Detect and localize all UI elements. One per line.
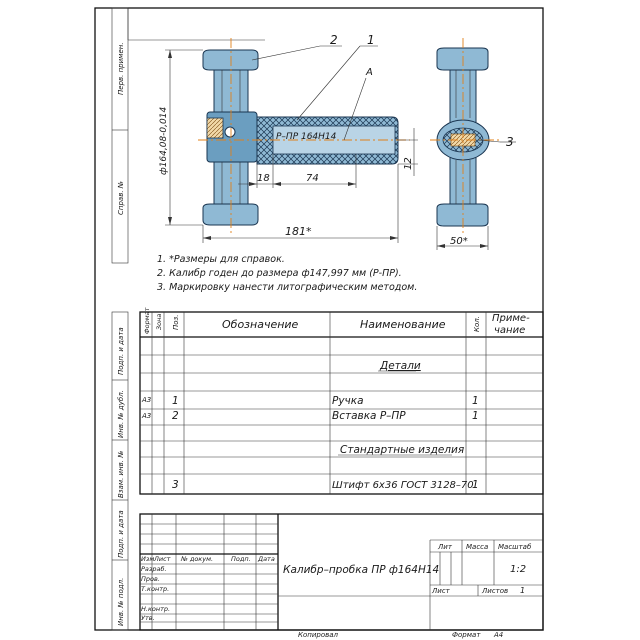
stamp-podp-data-1: Подп. и дата (117, 327, 125, 375)
hdr-note-1: Приме- (492, 313, 530, 324)
tb-col-podp: Подп. (231, 555, 251, 563)
tb-lit: Лит (438, 543, 452, 551)
row-3-qty: 1 (472, 479, 479, 491)
stamp-podp-data-2: Подп. и дата (117, 510, 125, 558)
dim-diameter: ф164,08-0,014 (159, 106, 169, 175)
stamp-sprav: Справ. № (117, 180, 125, 215)
note-3: 3. Маркировку нанести литографическим методом. (157, 282, 418, 293)
view-label-a: А (366, 67, 373, 78)
dim-181: 181* (285, 225, 312, 238)
tb-col-izm: Изм (141, 555, 155, 563)
dim-50: 50* (450, 236, 468, 247)
hdr-designation: Обозначение (222, 318, 299, 331)
row-1-qty: 1 (472, 395, 479, 407)
section-details: Детали (380, 360, 421, 372)
tb-col-list: Лист (154, 555, 171, 563)
tb-role-razrab: Разраб. (141, 565, 167, 573)
stamp-vzam-inv: Взам. инв. № (117, 450, 125, 498)
leader-pos-1: 1 (367, 33, 375, 47)
row-1-pos: 1 (172, 395, 179, 407)
hdr-format: Формат (143, 307, 151, 334)
tb-role-prov: Пров. (141, 575, 160, 583)
note-1: 1. *Размеры для справок. (157, 254, 285, 265)
tb-masshtab: Масштаб (498, 543, 532, 551)
tb-massa: Масса (466, 543, 489, 551)
leader-pos-3: 3 (506, 135, 514, 149)
footer-format-value: А4 (494, 631, 504, 639)
hdr-note-2: чание (494, 325, 526, 336)
tb-scale: 1:2 (510, 564, 527, 575)
note-2: 2. Калибр годен до размера ф147,997 мм (Р-ПР). (157, 268, 402, 279)
stamp-inv-dubl: Инв. № дубл. (117, 390, 125, 438)
tb-sheet: Лист (432, 587, 450, 595)
row-3-pos: 3 (172, 479, 179, 491)
section-standard: Стандартные изделия (340, 444, 465, 456)
footer-copied: Копировал (298, 631, 338, 639)
row-2-name: Вставка Р–ПР (332, 410, 406, 422)
stamp-perv-primen: Перв. примен. (117, 42, 125, 95)
dim-74: 74 (306, 173, 319, 184)
marking-text: Р–ПР 164Н14 (276, 132, 337, 142)
title-block (140, 514, 543, 630)
row-3-name: Штифт 6х36 ГОСТ 3128–70 (332, 480, 474, 491)
tb-role-utv: Утв. (141, 614, 155, 622)
tb-role-nkontr: Н.контр. (141, 605, 171, 613)
row-2-qty: 1 (472, 410, 479, 422)
tb-sheets: Листов (482, 587, 509, 595)
hdr-name: Наименование (360, 318, 446, 331)
row-1-name: Ручка (332, 395, 364, 407)
stamp-inv-podl: Инв. № подл. (117, 577, 125, 626)
hdr-qty: Кол. (473, 316, 481, 332)
dim-18: 18 (257, 173, 270, 184)
technical-notes (157, 254, 417, 293)
dim-12: 12 (403, 157, 414, 170)
tb-role-tkontr: Т.контр. (141, 585, 170, 593)
row-1-format: А3 (142, 396, 152, 404)
row-2-pos: 2 (172, 410, 179, 422)
tb-sheets-val: 1 (520, 586, 526, 595)
leader-pos-2: 2 (330, 33, 338, 47)
tb-title: Калибр–пробка ПР ф164Н14 (283, 564, 440, 576)
tb-col-doc: № докум. (181, 555, 214, 563)
spec-table (140, 307, 543, 494)
hdr-zone: Зона (155, 313, 163, 330)
side-view (430, 38, 516, 250)
row-2-format: А3 (142, 412, 152, 420)
hdr-pos: Поз. (172, 314, 180, 330)
tb-col-data: Дата (258, 555, 275, 563)
main-view (198, 38, 410, 236)
footer (298, 631, 503, 639)
footer-format-label: Формат (452, 631, 481, 639)
